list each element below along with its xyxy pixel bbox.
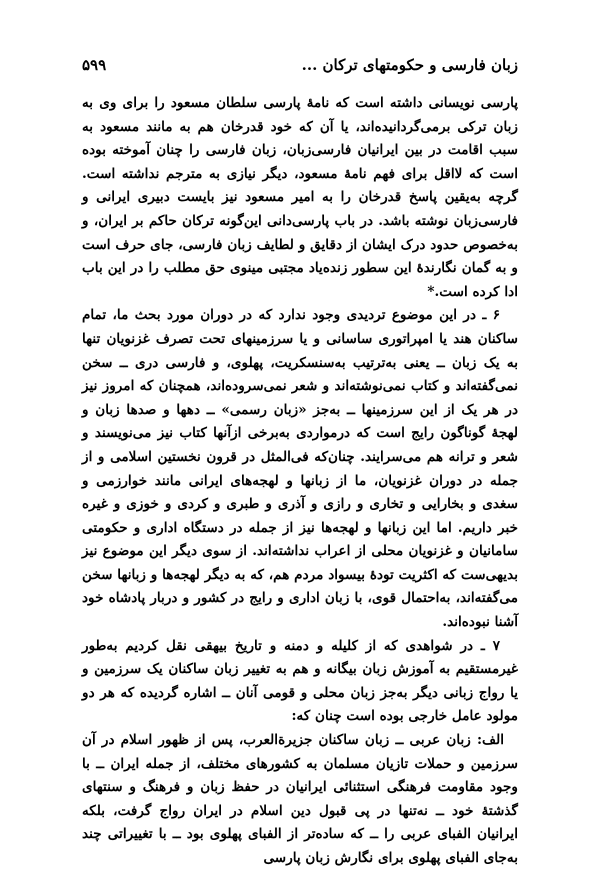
paragraph-7: ۷ ـ در شواهدی که از کلیله و دمنه و تاریخ بیهقی نقل کردیم به‌طور غیرمستقیم به آموزش زبان بیگانه و هم به تغییر زبان ساکنان یک سرزمین و یا رواج زبانی دیگر به‌جز زبان محلی و قومی آنان ــ اشاره گردیده که هر دو مولود عامل خارجی بوده است چنان که: [82,637,518,725]
paragraph-6: ۶ ـ در این موضوع تردیدی وجود ندارد که در دوران مورد بحث ما، تمام ساکنان هند یا امپراتوری ساسانی و یا سرزمینهای تحت تصرف غزنویان تنها به یک زبان ــ یعنی به‌ترتیب به‌سنسکریت، پهلوی، و فارسی دری ــ سخن نمی‌گفته‌اند و کتاب نمی‌نوشته‌اند و شعر نمی‌سروده‌اند، همچنان که امروز نیز در هر یک از این سرزمینها ــ به‌جز «زبان رسمی» ــ دهها و صدها زبان و لهجهٔ گوناگون رایج است که درمواردی به‌برخی ازآنها کتاب نیز می‌نویسند و شعر و ترانه هم می‌سرایند. چنان‌که فی‌المثل در قرون نخستین اسلامی و از جمله در دوران غزنویان، ما از زبانها و لهجه‌های ایرانی مانند خوارزمی و سغدی و بخارایی و تخاری و رازی و آذری و طبری و کردی و خوزی و غیره خبر داریم. اما این زبانها و لهجه‌ها نیز از جمله در دستگاه اداری و حکومتی سامانیان و غزنویان محلی از اعراب نداشته‌اند. از سوی دیگر این موضوع نیز بدیهی‌ست که اکثریت تودهٔ بیسواد مردم هم، که به دیگر لهجه‌ها و زبانها سخن می‌گفته‌اند، به‌احتمال قوی، با زبان اداری و رایج در کشور و دربار پادشاه خود آشنا نبوده‌اند. [82,307,518,631]
page-header [82,56,518,80]
page-number: ۵۹۹ [82,56,107,74]
paragraph-7-alef: الف: زبان عربی ــ زبان ساکنان جزیرةالعرب، پس از ظهور اسلام در آن سرزمین و حملات تازیان مسلمان به کشورهای مختلف، از جمله ایران ــ با وجود مقاومت فرهنگی استثنائی ایرانیان در حفظ زبان و فرهنگ و سنتهای گذشتهٔ خود ــ نه‌تنها در پی قبول دین اسلام در ایران رواج گرفت، بلکه ایرانیان الفبای عربی را ــ که ساده‌تر از الفبای پهلوی بود ــ با تغییراتی چند به‌جای الفبای پهلوی برای نگارش زبان پارسی [82,732,518,866]
paragraph-continuation: پارسی نویسانی داشته است که نامهٔ پارسی سلطان مسعود را برای وی به زبان ترکی برمی‌گردانیده‌اند، یا آن که خود قدرخان هم به مانند مسعود به سبب اقامت در بین ایرانیان فارسی‌زبان، زبان فارسی را چنان آموخته بوده است که لااقل برای فهم نامهٔ مسعود، دیگر نیازی به مترجم نداشته است. گرچه به‌یقین پاسخ قدرخان را به امیر مسعود نیز بایست دبیری ایرانی و فارسی‌زبان نوشته باشد. در باب پارسی‌دانی این‌گونه ترکان حاکم بر ایران، و به‌خصوص حدود درک ایشان از دقایق و لطایف زبان فارسی، جای حرف است و به گمان نگارندهٔ این سطور زنده‌یاد مجتبی مینوی حق مطلب را در این باب ادا کرده است.* [82,95,518,300]
running-title: زبان فارسی و حکومتهای ترکان ... [301,56,518,74]
body-text [82,92,518,871]
